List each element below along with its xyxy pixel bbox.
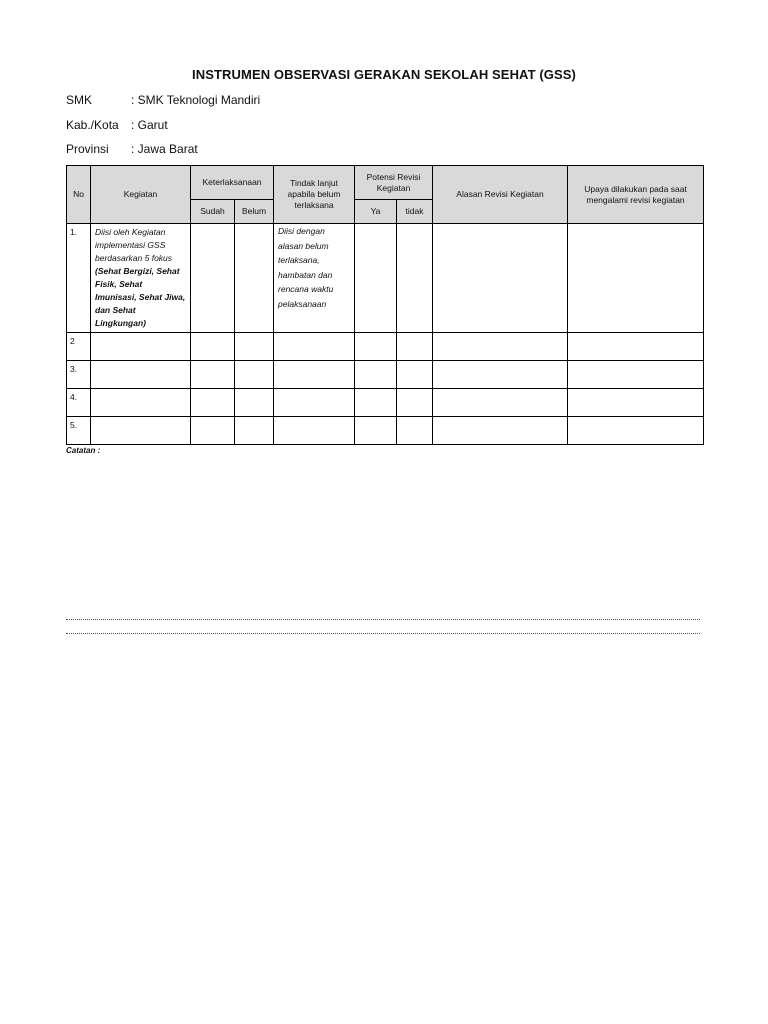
header-ya: Ya (355, 200, 397, 224)
info-row-provinsi (66, 142, 198, 156)
cell-sudah[interactable] (191, 224, 235, 333)
header-tindak-lanjut: Tindak lanjut apabila belum terlaksana (274, 166, 355, 224)
header-tidak: tidak (397, 200, 433, 224)
info-value: : Garut (131, 118, 168, 132)
cell-tidak[interactable] (397, 333, 433, 361)
dotted-line[interactable] (66, 633, 700, 634)
cell-tindak-lanjut[interactable] (274, 361, 355, 389)
cell-upaya[interactable] (568, 361, 704, 389)
cell-alasan[interactable] (433, 361, 568, 389)
cell-upaya[interactable] (568, 389, 704, 417)
cell-tindak-lanjut[interactable] (274, 333, 355, 361)
catatan-label: Catatan : (66, 446, 101, 455)
cell-sudah[interactable] (191, 333, 235, 361)
cell-alasan[interactable] (433, 389, 568, 417)
table-row (67, 224, 704, 333)
header-belum: Belum (235, 200, 274, 224)
kegiatan-note-plain: Diisi oleh Kegiatan implementasi GSS berdasarkan 5 fokus (95, 227, 173, 263)
row-number: 3. (67, 361, 91, 389)
cell-tidak[interactable] (397, 361, 433, 389)
cell-tindak-lanjut[interactable] (274, 389, 355, 417)
cell-alasan[interactable] (433, 224, 568, 333)
info-value: : Jawa Barat (131, 142, 198, 156)
cell-kegiatan[interactable] (91, 361, 191, 389)
cell-tidak[interactable] (397, 224, 433, 333)
cell-belum[interactable] (235, 417, 274, 445)
header-no: No (67, 166, 91, 224)
kegiatan-note-bold: (Sehat Bergizi, Sehat Fisik, Sehat Imunisasi, Sehat Jiwa, dan Sehat Lingkungan) (95, 266, 186, 328)
document-title: INSTRUMEN OBSERVASI GERAKAN SEKOLAH SEHAT (GSS) (192, 67, 576, 82)
table-row (67, 361, 704, 389)
table-row (67, 389, 704, 417)
kegiatan-note (91, 224, 191, 333)
cell-belum[interactable] (235, 333, 274, 361)
cell-upaya[interactable] (568, 417, 704, 445)
cell-upaya[interactable] (568, 333, 704, 361)
cell-kegiatan[interactable] (91, 333, 191, 361)
dotted-line[interactable] (66, 619, 700, 620)
cell-tindak-lanjut[interactable] (274, 417, 355, 445)
cell-belum[interactable] (235, 224, 274, 333)
cell-kegiatan[interactable] (91, 417, 191, 445)
info-row-kabkota (66, 118, 168, 132)
cell-tidak[interactable] (397, 417, 433, 445)
cell-ya[interactable] (355, 417, 397, 445)
cell-ya[interactable] (355, 389, 397, 417)
row-number: 4. (67, 389, 91, 417)
cell-sudah[interactable] (191, 361, 235, 389)
cell-sudah[interactable] (191, 389, 235, 417)
observation-table (66, 165, 704, 445)
cell-ya[interactable] (355, 224, 397, 333)
cell-belum[interactable] (235, 389, 274, 417)
cell-alasan[interactable] (433, 417, 568, 445)
cell-alasan[interactable] (433, 333, 568, 361)
cell-upaya[interactable] (568, 224, 704, 333)
cell-kegiatan[interactable] (91, 389, 191, 417)
header-keterlaksanaan: Keterlaksanaan (191, 166, 274, 200)
header-kegiatan: Kegiatan (91, 166, 191, 224)
row-number: 5. (67, 417, 91, 445)
row-number: 2 (67, 333, 91, 361)
tindak-lanjut-note: Diisi dengan alasan belum terlaksana, hambatan dan rencana waktu pelaksanaan (274, 224, 355, 333)
info-label: SMK (66, 93, 93, 107)
info-value: : SMK Teknologi Mandiri (131, 93, 261, 107)
info-label: Provinsi (66, 142, 109, 156)
cell-ya[interactable] (355, 333, 397, 361)
header-upaya: Upaya dilakukan pada saat mengalami revisi kegiatan (568, 166, 704, 224)
row-number: 1. (67, 224, 91, 333)
header-alasan-revisi: Alasan Revisi Kegiatan (433, 166, 568, 224)
cell-sudah[interactable] (191, 417, 235, 445)
info-row-smk (66, 93, 260, 107)
cell-tidak[interactable] (397, 389, 433, 417)
cell-ya[interactable] (355, 361, 397, 389)
table-row (67, 333, 704, 361)
table-row (67, 417, 704, 445)
header-sudah: Sudah (191, 200, 235, 224)
cell-belum[interactable] (235, 361, 274, 389)
header-potensi-revisi: Potensi Revisi Kegiatan (355, 166, 433, 200)
info-label: Kab./Kota (66, 118, 119, 132)
